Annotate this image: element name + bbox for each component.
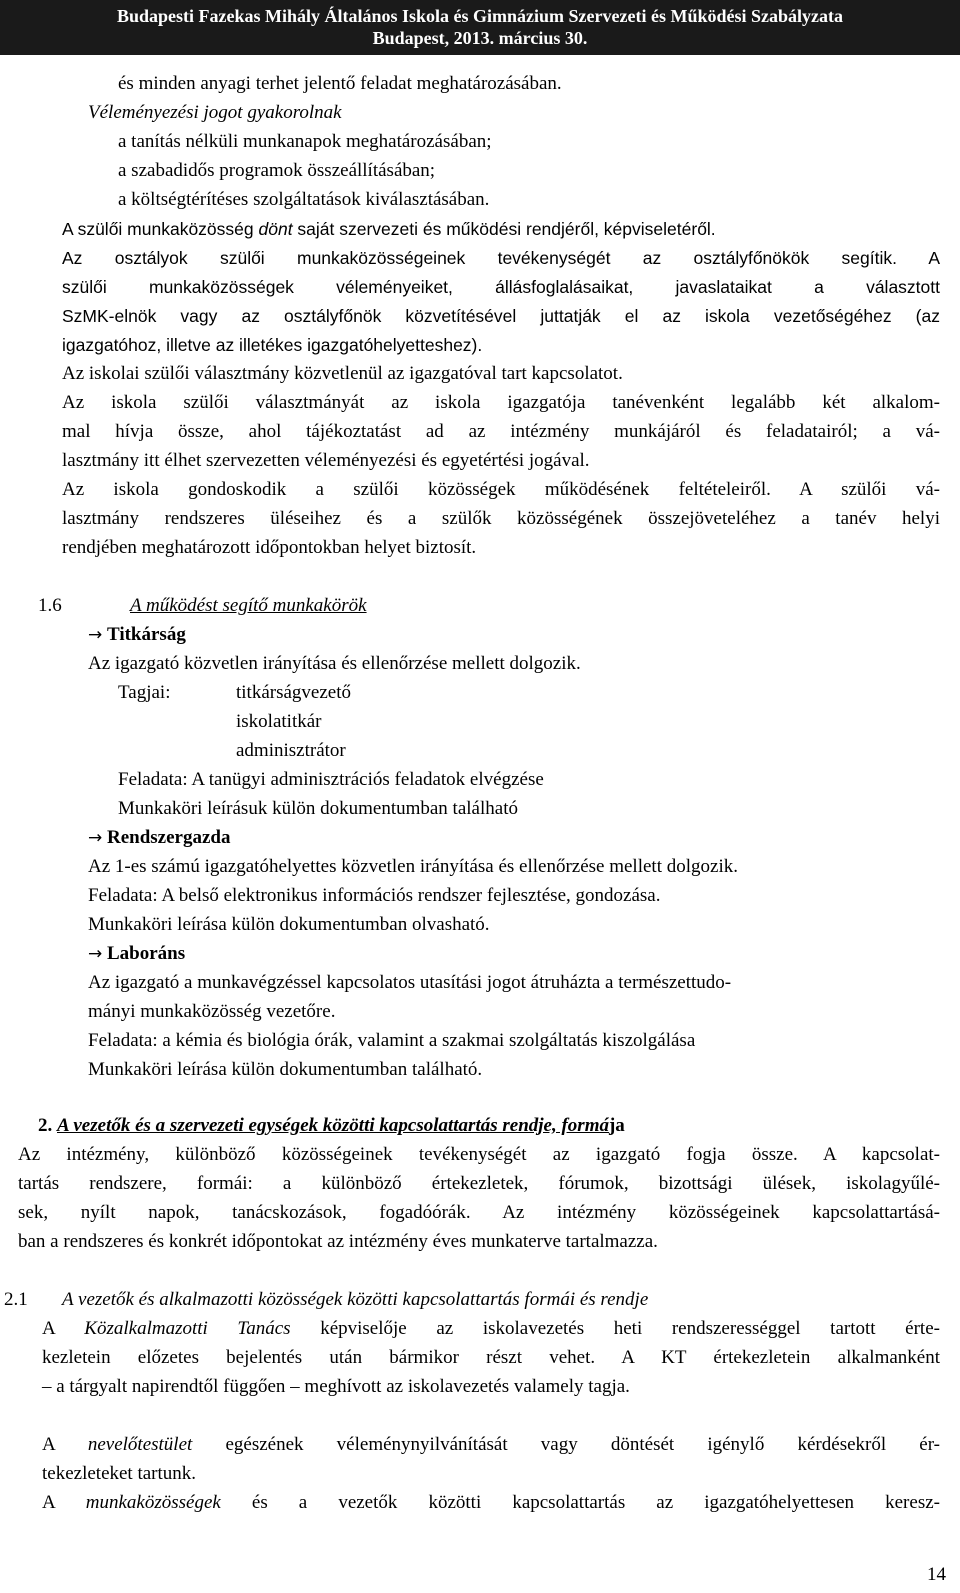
text-line: sek, nyílt napok, tanácskozások, fogadóórák. Az intézmény közösségeinek kapcsolattartásá-: [18, 1202, 940, 1223]
text-line: – a tárgyalt napirendtől függően – meghívott az iskolavezetés valamely tagja.: [42, 1376, 630, 1397]
text-line: kezletein előzetes bejelentés után bármikor részt vehet. A KT értekezletein alkalmanként: [42, 1347, 940, 1368]
text-line: Az 1-es számú igazgatóhelyettes közvetlen irányítása és ellenőrzése mellett dolgozik.: [88, 856, 738, 877]
page-number: 14: [927, 1564, 946, 1585]
text-span: A: [42, 1434, 88, 1455]
header-date: Budapest, 2013. március 30.: [372, 28, 588, 48]
subsection-heading: [88, 941, 185, 967]
emphasis-text: munkaközösségek: [85, 1492, 221, 1513]
text-line: Feladata: a kémia és biológia órák, valamint a szakmai szolgáltatás kiszolgálása: [88, 1030, 696, 1051]
text-line: és minden anyagi terhet jelentő feladat meghatározásában.: [118, 73, 562, 94]
text-span: A: [42, 1318, 85, 1339]
emphasis-text: dönt: [258, 219, 293, 239]
text-line: Az iskolai szülői választmány közvetlenül az igazgatóval tart kapcsolatot.: [62, 363, 623, 384]
text-line: rendjében meghatározott időpontokban helyet biztosít.: [62, 537, 477, 558]
emphasis-text: nevelőtestület: [87, 1434, 193, 1455]
text-line: mal hívja össze, ahol tájékoztatást ad az intézmény munkájáról és feladatairól; a vá-: [62, 421, 940, 442]
member-item: adminisztrátor: [236, 740, 346, 761]
member-item: titkárságvezető: [236, 682, 352, 703]
subsection-title: Rendszergazda: [107, 827, 231, 848]
text-line: [62, 216, 716, 242]
text-line: Az igazgató közvetlen irányítása és ellenőrzése mellett dolgozik.: [88, 653, 581, 674]
text-line: Az iskola gondoskodik a szülői közösségek működésének feltételeiről. A szülői vá-: [62, 479, 940, 500]
section-number: 2.: [38, 1115, 53, 1136]
text-span: saját szervezeti és működési rendjéről, képviseletéről.: [292, 219, 716, 239]
text-line: igazgatóhoz, illetve az illetékes igazgatóhelyetteshez).: [62, 335, 483, 355]
text-line: tekezleteket tartunk.: [42, 1463, 197, 1484]
text-line: Az iskola szülői választmányát az iskola igazgatója tanévenként legalább két alkalom-: [62, 392, 940, 413]
text-span: és a vezetők közötti kapcsolattartás az igazgatóhelyettesen keresz-: [220, 1492, 940, 1513]
text-span: képviselője az iskolavezetés heti rendszerességgel tartott érte-: [290, 1318, 940, 1339]
subsection-heading: [88, 825, 230, 851]
text-line: lasztmány rendszeres üléseihez és a szülők közösségének összejöveteléhez a tanév helyi: [62, 508, 940, 529]
text-line: [42, 1490, 940, 1516]
emphasis-text: Közalkalmazotti Tanács: [84, 1318, 291, 1339]
text-line: Véleményezési jogot gyakorolnak: [88, 102, 342, 123]
text-line: a szabadidős programok összeállításában;: [118, 160, 436, 181]
text-line: Az igazgató a munkavégzéssel kapcsolatos utasítási jogot átruházta a természettudo-: [88, 972, 732, 993]
text-line: Munkaköri leírása külön dokumentumban olvasható.: [88, 914, 490, 935]
text-line: lasztmány itt élhet szervezetten véleményezési és egyetértési jogával.: [62, 450, 590, 471]
header-title: Budapesti Fazekas Mihály Általános Iskola és Gimnázium Szervezeti és Működési Szabályzata: [117, 6, 843, 26]
section-title-suffix: ja: [608, 1115, 625, 1136]
section-heading: [38, 1113, 625, 1139]
text-span: egészének véleménynyilvánítását vagy döntését igénylő kérdésekről ér-: [192, 1434, 940, 1455]
arrow-right-icon: →: [88, 828, 103, 848]
text-line: [42, 1316, 940, 1342]
members-label: Tagjai:: [118, 682, 171, 703]
text-line: [42, 1432, 940, 1458]
section-title: A vezetők és a szervezeti egységek közötti kapcsolattartás rendje, formá: [57, 1115, 609, 1136]
section-number: 2.1: [4, 1289, 28, 1310]
text-span: A: [42, 1492, 86, 1513]
text-line: tartás rendszere, formái: a különböző értekezletek, fórumok, bizottsági ülések, iskolagyűlé-: [18, 1173, 940, 1194]
section-title: A vezetők és alkalmazotti közösségek közötti kapcsolattartás formái és rendje: [62, 1289, 649, 1310]
text-line: Feladata: A tanügyi adminisztrációs feladatok elvégzése: [118, 769, 544, 790]
text-line: Az osztályok szülői munkaközösségeinek tevékenységét az osztályfőnökök segítik. A: [62, 248, 940, 268]
text-span: A szülői munkaközösség: [62, 219, 259, 239]
subsection-heading: [88, 622, 186, 648]
text-line: SzMK-elnök vagy az osztályfőnök közvetítésével juttatják el az iskola vezetőségéhez (az: [62, 306, 940, 326]
text-line: szülői munkaközösségek véleményeiket, állásfoglalásaikat, javaslataikat a választott: [62, 277, 940, 297]
member-item: iskolatitkár: [236, 711, 322, 732]
text-line: Feladata: A belső elektronikus információs rendszer fejlesztése, gondozása.: [88, 885, 661, 906]
text-line: a tanítás nélküli munkanapok meghatározásában;: [118, 131, 492, 152]
subsection-title: Titkárság: [107, 624, 186, 645]
section-title: A működést segítő munkakörök: [130, 595, 367, 616]
section-number: 1.6: [38, 595, 62, 616]
text-line: Munkaköri leírásuk külön dokumentumban található: [118, 798, 518, 819]
text-line: ban a rendszeres és konkrét időpontokat az intézmény éves munkaterve tartalmazza.: [18, 1231, 658, 1252]
arrow-right-icon: →: [88, 625, 103, 645]
arrow-right-icon: →: [88, 944, 103, 964]
text-line: Munkaköri leírása külön dokumentumban található.: [88, 1059, 483, 1080]
text-line: mányi munkaközösség vezetőre.: [88, 1001, 336, 1022]
subsection-title: Laboráns: [107, 943, 186, 964]
text-line: a költségtérítéses szolgáltatások kiválasztásában.: [118, 189, 490, 210]
text-line: Az intézmény, különböző közösségeinek tevékenységét az igazgató fogja össze. A kapcsolat-: [18, 1144, 940, 1165]
